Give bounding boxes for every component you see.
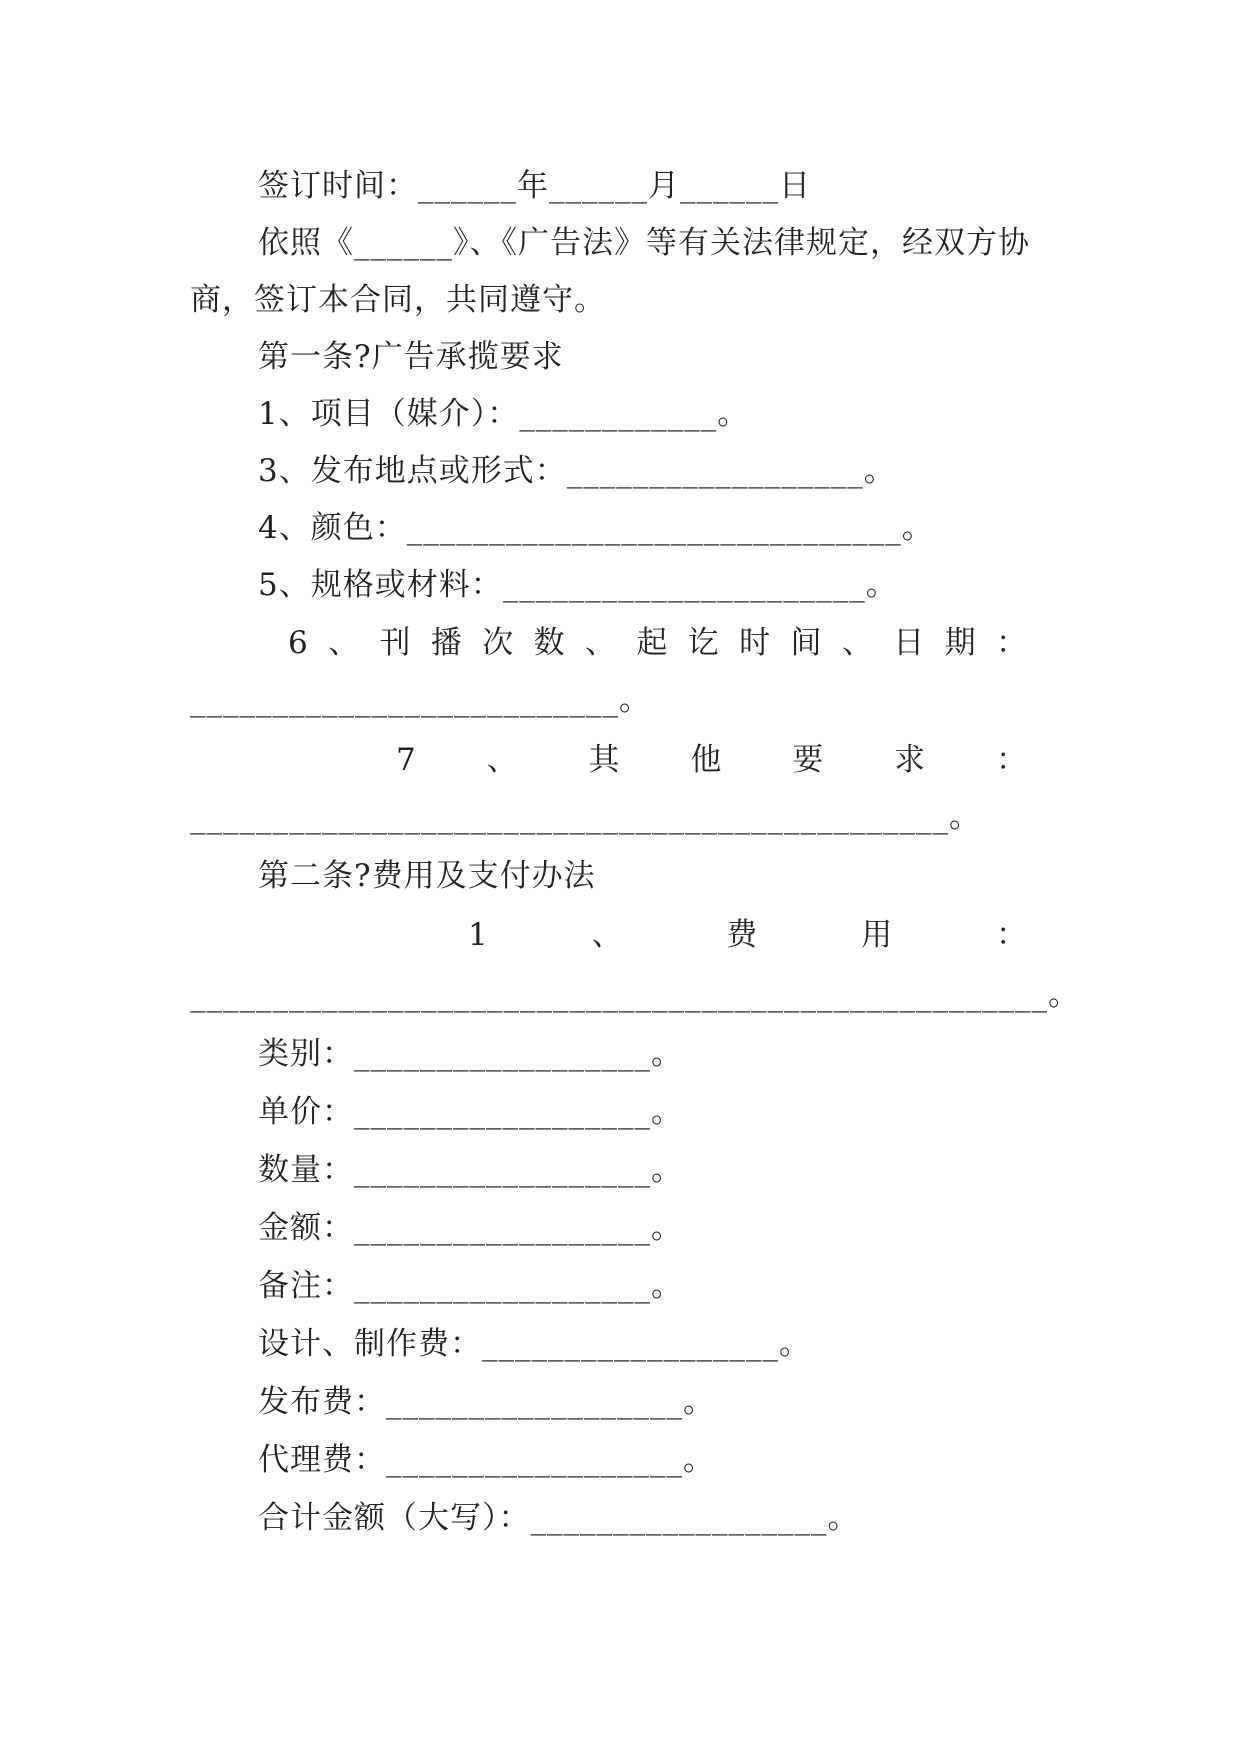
quantity-line: 数量：__________________。 <box>258 1152 683 1188</box>
unit-price-line: 单价：__________________。 <box>258 1094 683 1130</box>
item-6-part: 播 <box>430 625 463 661</box>
article-1-title: 第一条?广告承揽要求 <box>258 339 564 375</box>
item-7-part: 、 <box>486 742 519 778</box>
amount-line: 金额：__________________。 <box>258 1210 683 1246</box>
item-6-part: 起 <box>636 625 669 661</box>
total-amount-line: 合计金额（大写）：__________________。 <box>258 1500 860 1536</box>
item-6-part: 、 <box>841 625 874 661</box>
item-3-location: 3、发布地点或形式：__________________。 <box>258 453 896 489</box>
item-7-part: 他 <box>690 742 723 778</box>
category-line: 类别：__________________。 <box>258 1036 683 1072</box>
item-6-part: 、 <box>328 625 361 661</box>
item-1-media: 1、项目（媒介）：____________。 <box>258 396 750 432</box>
item-7-line-2: ______________________________________________。 <box>190 799 981 835</box>
basis-line-1: 依照《______》、《广告法》等有关法律规定，经双方协 <box>258 225 1030 261</box>
remarks-line: 备注：__________________。 <box>258 1268 683 1304</box>
fee-1-part: 1 <box>468 917 489 953</box>
item-6-part: 刊 <box>379 625 412 661</box>
item-6-part: 、 <box>584 625 617 661</box>
item-6-part: 间 <box>790 625 823 661</box>
fee-1-line-2: ____________________________________________________。 <box>190 977 1080 1013</box>
fee-1-line-1 <box>468 915 1028 955</box>
basis-line-2: 商，签订本合同，共同遵守。 <box>190 282 606 318</box>
fee-1-part: 、 <box>591 917 624 953</box>
item-7-part: 要 <box>792 742 825 778</box>
item-4-color: 4、颜色：______________________________。 <box>258 510 934 546</box>
fee-1-part: ： <box>995 917 1028 953</box>
fee-1-part: 用 <box>861 917 894 953</box>
publish-fee-line: 发布费：__________________。 <box>258 1384 715 1420</box>
item-5-spec: 5、规格或材料：______________________。 <box>258 567 898 603</box>
design-fee-line: 设计、制作费：__________________。 <box>258 1326 811 1362</box>
item-6-part: 数 <box>533 625 566 661</box>
item-6-line-1 <box>288 623 1028 663</box>
item-6-part: 期 <box>944 625 977 661</box>
item-7-part: 求 <box>894 742 927 778</box>
item-6-part: 日 <box>893 625 926 661</box>
item-6-part: 时 <box>739 625 772 661</box>
article-2-title: 第二条?费用及支付办法 <box>258 858 596 894</box>
sign-date-line: 签订时间：______年______月______日 <box>258 168 811 204</box>
item-6-part: 6 <box>288 625 309 661</box>
item-6-part: ： <box>995 625 1028 661</box>
item-6-part: 次 <box>482 625 515 661</box>
agency-fee-line: 代理费：__________________。 <box>258 1442 715 1478</box>
item-6-part: 讫 <box>687 625 720 661</box>
item-7-part: 7 <box>396 742 417 778</box>
item-7-part: ： <box>995 742 1028 778</box>
item-7-line-1 <box>396 740 1028 780</box>
item-7-part: 其 <box>588 742 621 778</box>
item-6-line-2: __________________________。 <box>190 682 651 718</box>
fee-1-part: 费 <box>726 917 759 953</box>
